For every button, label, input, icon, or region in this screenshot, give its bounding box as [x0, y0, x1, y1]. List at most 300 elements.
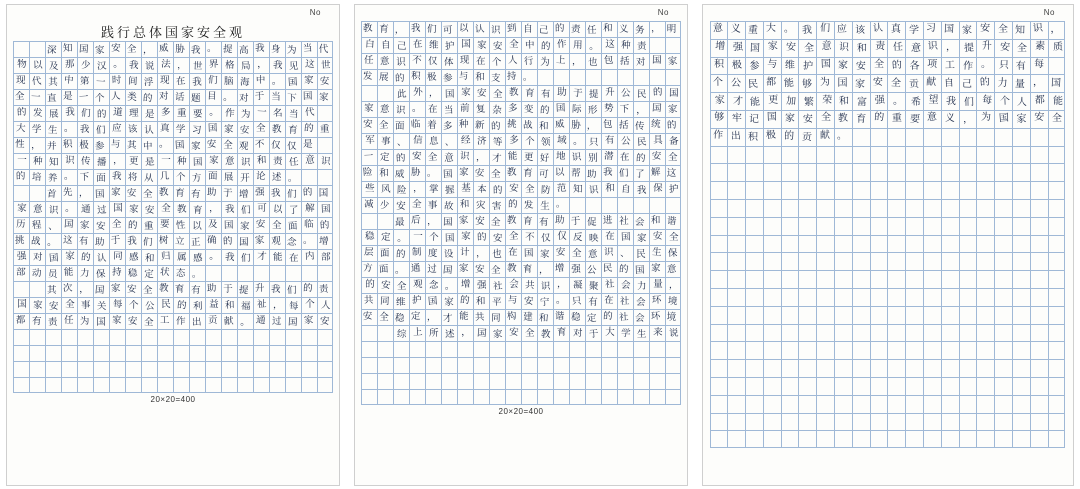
manuscript-line [13, 137, 334, 153]
manuscript-char: 社 [619, 215, 629, 227]
manuscript-cell [521, 149, 537, 165]
manuscript-char: 强 [477, 279, 487, 291]
manuscript-char: 为 [287, 44, 297, 56]
manuscript-cell [905, 92, 923, 110]
manuscript-cell [221, 313, 237, 329]
manuscript-cell [157, 105, 173, 121]
manuscript-char: 国 [239, 236, 249, 248]
manuscript-char: 重 [748, 24, 759, 37]
manuscript-cell [221, 57, 237, 73]
manuscript-cell [61, 57, 77, 73]
manuscript-char: 计 [460, 246, 470, 258]
manuscript-char: 责 [570, 23, 582, 35]
manuscript-char: 国 [427, 295, 439, 308]
manuscript-char: 。 [892, 95, 903, 107]
manuscript-char: 那 [64, 58, 75, 70]
manuscript-cell [569, 53, 585, 69]
manuscript-char: 全 [378, 119, 390, 132]
manuscript-cell [29, 217, 45, 233]
manuscript-char: 的 [176, 299, 188, 312]
manuscript-cell [489, 293, 505, 309]
manuscript-char: 安 [493, 40, 503, 52]
manuscript-char: 家 [637, 232, 647, 244]
manuscript-cell [781, 341, 799, 359]
manuscript-cell [317, 73, 333, 89]
manuscript-cell [553, 357, 569, 373]
manuscript-char: 教 [507, 214, 517, 226]
manuscript-cell [157, 201, 173, 217]
manuscript-char: 国 [208, 122, 218, 134]
manuscript-cell [1048, 395, 1066, 413]
manuscript-char: 具 [653, 134, 663, 146]
manuscript-cell [377, 197, 393, 213]
manuscript-cell [269, 41, 285, 57]
manuscript-char: 育 [556, 326, 567, 338]
manuscript-char: 胁 [175, 43, 185, 55]
manuscript-cell [553, 117, 569, 133]
manuscript-cell [923, 163, 941, 181]
manuscript-cell [29, 41, 45, 57]
manuscript-char: 在 [428, 103, 438, 115]
manuscript-char: 定 [411, 310, 421, 322]
manuscript-cell [125, 281, 141, 297]
manuscript-cell [505, 101, 521, 117]
manuscript-char: 工 [160, 314, 170, 326]
manuscript-char: 对 [239, 92, 249, 104]
manuscript-cell [727, 217, 745, 235]
manuscript-cell [1048, 199, 1066, 217]
manuscript-cell [617, 373, 633, 389]
manuscript-char: 我 [224, 251, 236, 264]
manuscript-cell [745, 21, 763, 39]
manuscript-char: 安 [524, 295, 534, 307]
manuscript-cell [763, 163, 781, 181]
manuscript-char: 项 [927, 58, 938, 71]
manuscript-char: 的 [319, 219, 330, 232]
manuscript-char: 观 [238, 140, 250, 152]
manuscript-cell [93, 121, 109, 137]
manuscript-cell [553, 213, 569, 229]
manuscript-cell [649, 21, 665, 37]
manuscript-grid-3 [710, 21, 1067, 448]
manuscript-cell [93, 377, 109, 393]
manuscript-cell [13, 105, 29, 121]
manuscript-cell [1012, 39, 1030, 57]
manuscript-char: 教 [158, 186, 170, 199]
manuscript-cell [457, 133, 473, 149]
manuscript-char: 积 [411, 70, 421, 82]
manuscript-char: 于 [223, 283, 233, 295]
manuscript-cell [521, 293, 537, 309]
manuscript-cell [205, 329, 221, 345]
manuscript-cell [61, 377, 77, 393]
manuscript-cell [29, 233, 45, 249]
manuscript-char: 全 [411, 198, 423, 211]
manuscript-line [361, 309, 682, 325]
manuscript-cell [285, 249, 301, 265]
manuscript-char: 责 [637, 40, 647, 52]
manuscript-cell [781, 217, 799, 235]
manuscript-cell [710, 128, 728, 146]
manuscript-char: 个 [305, 298, 315, 310]
manuscript-char: ， [476, 151, 486, 163]
manuscript-cell [941, 146, 959, 164]
manuscript-char: 将 [128, 171, 138, 183]
manuscript-char: 环 [652, 294, 662, 306]
manuscript-cell [29, 329, 45, 345]
manuscript-char: 教 [838, 113, 849, 125]
manuscript-char: 性 [175, 219, 187, 232]
manuscript-char: 民 [636, 136, 648, 148]
manuscript-cell [537, 277, 553, 293]
manuscript-cell [887, 288, 905, 306]
manuscript-char: 安 [509, 326, 520, 339]
manuscript-line [13, 329, 334, 345]
manuscript-cell [77, 361, 93, 377]
manuscript-char: 事 [428, 199, 438, 211]
manuscript-cell [189, 313, 205, 329]
manuscript-char: 安 [362, 310, 374, 323]
manuscript-cell [29, 297, 45, 313]
manuscript-cell [173, 201, 189, 217]
manuscript-char: 的 [395, 248, 406, 260]
manuscript-char: 家 [239, 220, 250, 232]
manuscript-char: 义 [945, 113, 956, 125]
manuscript-cell [923, 270, 941, 288]
manuscript-cell [976, 324, 994, 342]
manuscript-char: 全 [397, 280, 407, 292]
manuscript-cell [649, 117, 665, 133]
manuscript-cell [1030, 252, 1048, 270]
manuscript-cell [959, 252, 977, 270]
manuscript-char: 增 [554, 262, 566, 275]
manuscript-cell [253, 281, 269, 297]
manuscript-cell [489, 85, 505, 101]
manuscript-char: 才 [732, 95, 743, 107]
manuscript-char: 我 [270, 283, 282, 295]
manuscript-char: 安 [111, 42, 121, 54]
manuscript-char: ， [79, 283, 89, 295]
manuscript-char: 见 [289, 60, 299, 72]
manuscript-cell [173, 57, 189, 73]
manuscript-char: 家 [838, 59, 849, 72]
manuscript-char: 面 [378, 263, 390, 276]
manuscript-char: 能 [459, 310, 469, 322]
manuscript-cell [763, 128, 781, 146]
manuscript-char: 富 [857, 96, 868, 108]
manuscript-cell [441, 101, 457, 117]
manuscript-cell [959, 57, 977, 75]
manuscript-char: 知 [49, 156, 59, 168]
manuscript-char: 势 [604, 102, 614, 114]
manuscript-char: 安 [396, 200, 406, 212]
manuscript-line [361, 101, 682, 117]
manuscript-cell [1048, 306, 1066, 324]
manuscript-char: 态 [176, 267, 186, 279]
manuscript-char: 安 [95, 220, 106, 232]
manuscript-char: 部 [320, 251, 331, 263]
manuscript-cell [253, 201, 269, 217]
manuscript-cell [361, 229, 377, 245]
manuscript-cell [253, 121, 269, 137]
manuscript-cell [852, 341, 870, 359]
manuscript-char: 当 [302, 42, 314, 55]
manuscript-char: 福 [241, 300, 251, 312]
manuscript-char: 责 [273, 155, 283, 167]
manuscript-cell [834, 341, 852, 359]
manuscript-cell [870, 217, 888, 235]
manuscript-cell [285, 121, 301, 137]
manuscript-cell [798, 181, 816, 199]
manuscript-cell [13, 201, 29, 217]
manuscript-cell [905, 324, 923, 342]
manuscript-cell [887, 110, 905, 128]
manuscript-char: 任 [64, 314, 74, 326]
manuscript-cell [141, 137, 157, 153]
manuscript-char: 更 [524, 151, 534, 163]
manuscript-char: 任 [587, 24, 597, 36]
manuscript-cell [189, 201, 205, 217]
manuscript-cell [1030, 306, 1048, 324]
manuscript-cell [141, 169, 157, 185]
manuscript-line [710, 288, 1067, 306]
manuscript-cell [489, 165, 505, 181]
manuscript-line [13, 201, 334, 217]
manuscript-char: 要 [192, 108, 204, 120]
manuscript-cell [923, 92, 941, 110]
manuscript-cell [852, 377, 870, 395]
manuscript-cell [745, 128, 763, 146]
manuscript-cell [521, 277, 537, 293]
manuscript-char: 目 [207, 90, 217, 102]
manuscript-cell [585, 389, 601, 405]
manuscript-char: 助 [557, 86, 567, 98]
manuscript-cell [710, 181, 728, 199]
manuscript-cell [633, 357, 649, 373]
manuscript-cell [1048, 359, 1066, 377]
manuscript-cell [763, 324, 781, 342]
manuscript-cell [393, 165, 409, 181]
manuscript-char: 国 [95, 188, 105, 200]
manuscript-char: 升 [981, 41, 992, 53]
manuscript-cell [816, 270, 834, 288]
manuscript-cell [763, 146, 781, 164]
manuscript-cell [870, 181, 888, 199]
manuscript-char: 潜 [603, 150, 615, 163]
manuscript-cell [710, 288, 728, 306]
manuscript-cell [976, 377, 994, 395]
manuscript-cell [13, 377, 29, 393]
manuscript-cell [253, 313, 269, 329]
manuscript-cell [798, 306, 816, 324]
manuscript-cell [473, 293, 489, 309]
manuscript-cell [505, 389, 521, 405]
manuscript-sheet-2 [354, 4, 688, 486]
manuscript-cell [569, 245, 585, 261]
manuscript-cell [473, 325, 489, 341]
manuscript-cell [205, 377, 221, 393]
manuscript-char: 支 [490, 72, 502, 84]
manuscript-cell [457, 261, 473, 277]
manuscript-cell [994, 21, 1012, 39]
manuscript-cell [781, 270, 799, 288]
manuscript-cell [1030, 74, 1048, 92]
manuscript-cell [61, 281, 77, 297]
manuscript-char: 是 [303, 138, 313, 150]
manuscript-char: 关 [97, 300, 107, 312]
manuscript-cell [253, 105, 269, 121]
manuscript-char: 个 [999, 95, 1010, 107]
manuscript-cell [173, 281, 189, 297]
manuscript-cell [617, 293, 633, 309]
manuscript-char: 知 [1015, 25, 1026, 37]
manuscript-cell [959, 39, 977, 57]
manuscript-cell [816, 181, 834, 199]
manuscript-cell [633, 37, 649, 53]
manuscript-cell [537, 309, 553, 325]
manuscript-char: 前 [460, 102, 470, 114]
manuscript-char: ， [257, 58, 267, 70]
manuscript-char: 解 [305, 202, 316, 215]
manuscript-cell [601, 229, 617, 245]
manuscript-char: 家 [961, 25, 973, 37]
manuscript-cell [237, 297, 253, 313]
manuscript-char: 定 [144, 268, 154, 280]
manuscript-char: 面 [96, 172, 106, 184]
manuscript-char: 的 [303, 282, 313, 294]
manuscript-char: 基 [461, 182, 471, 194]
manuscript-char: 意 [666, 263, 677, 276]
manuscript-char: 意 [444, 152, 454, 164]
manuscript-char: 为 [241, 108, 251, 120]
manuscript-cell [317, 185, 333, 201]
manuscript-char: 贡 [208, 314, 218, 326]
manuscript-cell [537, 245, 553, 261]
manuscript-cell [569, 69, 585, 85]
manuscript-cell [141, 281, 157, 297]
manuscript-line [13, 169, 334, 185]
manuscript-cell [441, 149, 457, 165]
manuscript-cell [994, 377, 1012, 395]
manuscript-cell [301, 121, 317, 137]
manuscript-char: 升 [255, 282, 265, 294]
manuscript-char: 教 [508, 86, 519, 98]
manuscript-cell [301, 41, 317, 57]
manuscript-char: 保 [653, 182, 664, 195]
manuscript-char: 及 [49, 60, 59, 72]
manuscript-cell [393, 213, 409, 229]
manuscript-cell [253, 377, 269, 393]
manuscript-cell [959, 110, 977, 128]
manuscript-cell [763, 74, 781, 92]
manuscript-cell [763, 57, 781, 75]
manuscript-char: 全 [143, 316, 154, 328]
manuscript-char: 助 [587, 168, 597, 180]
manuscript-cell [745, 92, 763, 110]
manuscript-cell [585, 117, 601, 133]
manuscript-char: 我 [80, 123, 90, 135]
manuscript-cell [441, 133, 457, 149]
manuscript-cell [361, 133, 377, 149]
manuscript-cell [745, 306, 763, 324]
manuscript-cell [141, 73, 157, 89]
manuscript-cell [457, 117, 473, 133]
manuscript-cell [870, 270, 888, 288]
manuscript-cell [221, 265, 237, 281]
manuscript-cell [763, 217, 781, 235]
manuscript-cell [45, 345, 61, 361]
manuscript-cell [745, 324, 763, 342]
sheet-3-header [703, 5, 1073, 21]
manuscript-cell [923, 306, 941, 324]
manuscript-cell [601, 149, 617, 165]
manuscript-char: 的 [666, 119, 677, 132]
manuscript-cell [253, 249, 269, 265]
manuscript-cell [1030, 324, 1048, 342]
manuscript-cell [301, 89, 317, 105]
manuscript-cell [77, 249, 93, 265]
manuscript-cell [157, 137, 173, 153]
manuscript-char: 。 [159, 138, 169, 150]
manuscript-char: 、 [48, 220, 58, 232]
manuscript-char: 都 [1034, 94, 1046, 106]
manuscript-cell [633, 21, 649, 37]
manuscript-cell [887, 324, 905, 342]
manuscript-cell [870, 199, 888, 217]
manuscript-cell [923, 21, 941, 39]
manuscript-cell [125, 201, 141, 217]
manuscript-char: 外 [413, 86, 423, 98]
manuscript-cell [1030, 217, 1048, 235]
manuscript-cell [473, 149, 489, 165]
manuscript-char: 认 [144, 124, 154, 136]
manuscript-cell [317, 201, 333, 217]
manuscript-char: 为 [540, 56, 550, 68]
manuscript-char: 公 [144, 300, 156, 312]
manuscript-cell [13, 137, 29, 153]
manuscript-cell [553, 373, 569, 389]
manuscript-char: 害 [491, 200, 503, 212]
manuscript-cell [109, 105, 125, 121]
manuscript-cell [221, 169, 237, 185]
manuscript-cell [61, 185, 77, 201]
manuscript-char: 重 [891, 113, 902, 125]
manuscript-cell [994, 110, 1012, 128]
manuscript-char: 全 [509, 38, 520, 51]
manuscript-line [710, 306, 1067, 324]
manuscript-char: 类 [127, 91, 137, 103]
manuscript-cell [237, 361, 253, 377]
manuscript-cell [537, 261, 553, 277]
manuscript-cell [157, 57, 173, 73]
manuscript-char: 有 [190, 188, 202, 200]
manuscript-cell [377, 277, 393, 293]
manuscript-line [710, 359, 1067, 377]
manuscript-cell [505, 165, 521, 181]
manuscript-cell [941, 39, 959, 57]
manuscript-cell [269, 345, 285, 361]
manuscript-char: 定 [380, 151, 390, 163]
manuscript-char: 代 [304, 106, 315, 118]
manuscript-char: 中 [256, 74, 266, 86]
manuscript-cell [301, 169, 317, 185]
manuscript-cell [221, 361, 237, 377]
manuscript-char: ， [426, 215, 438, 228]
manuscript-char: 该 [127, 123, 139, 136]
manuscript-char: 一 [78, 91, 90, 104]
manuscript-char: 全 [803, 42, 815, 55]
manuscript-cell [633, 309, 649, 325]
